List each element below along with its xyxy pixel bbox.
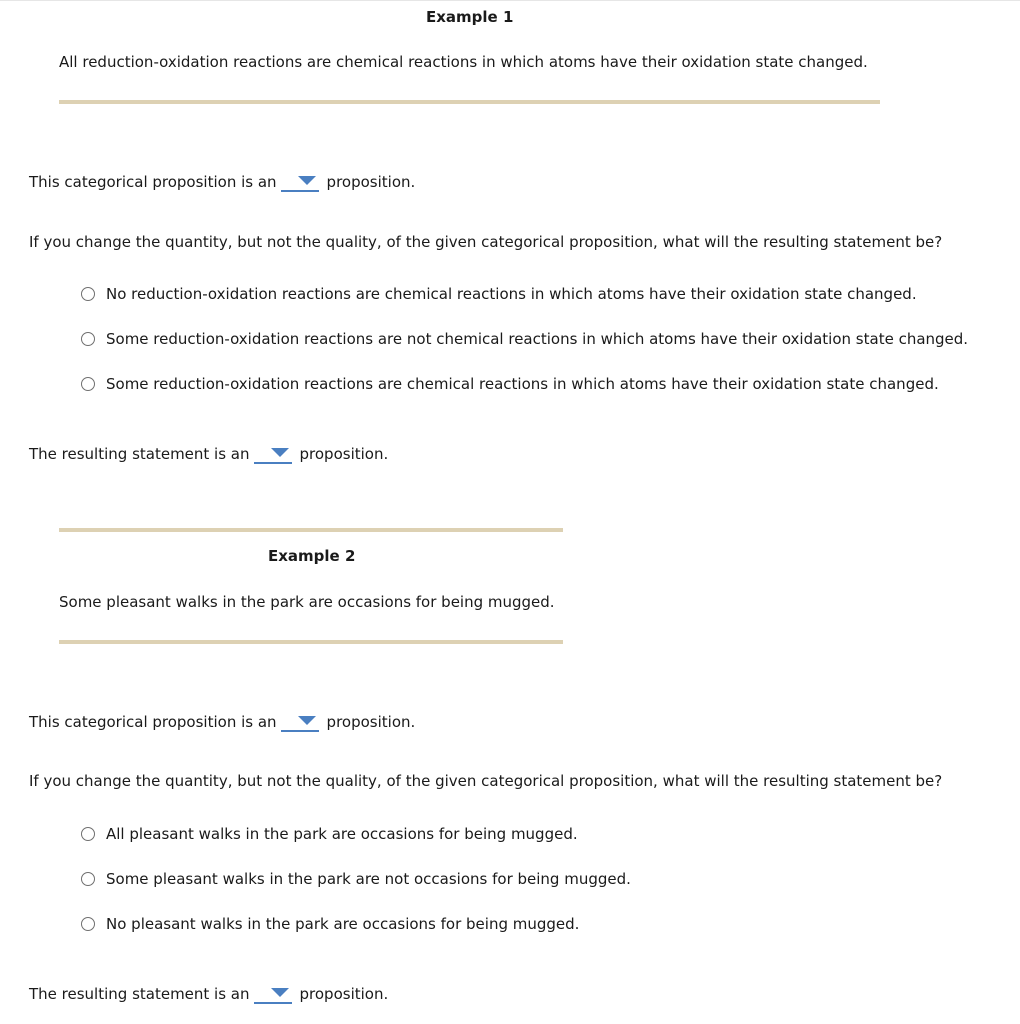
dropdown-arrow-icon (298, 176, 316, 185)
dropdown-arrow-icon (298, 716, 316, 725)
radio-button[interactable] (81, 332, 95, 346)
result-type-dropdown[interactable] (254, 984, 292, 1004)
dropdown-arrow-icon (271, 988, 289, 997)
question-suffix: proposition. (299, 985, 389, 1003)
question-suffix: proposition. (326, 713, 416, 731)
example-1-title: Example 1 (426, 8, 514, 26)
question-prefix: The resulting statement is an (29, 985, 250, 1003)
example-2-result-question (29, 984, 388, 1004)
radio-button[interactable] (81, 872, 95, 886)
example-1-result-question (29, 444, 388, 464)
question-prefix: This categorical proposition is an (29, 173, 277, 191)
option-label: Some pleasant walks in the park are not occasions for being mugged. (106, 870, 631, 888)
question-suffix: proposition. (299, 445, 389, 463)
example-1-type-question (29, 172, 415, 192)
example-1-divider (59, 100, 880, 104)
radio-button[interactable] (81, 377, 95, 391)
top-divider (0, 0, 1020, 1)
proposition-type-dropdown[interactable] (281, 712, 319, 732)
option-label: All pleasant walks in the park are occasions for being mugged. (106, 825, 578, 843)
example-1-option-1[interactable] (81, 285, 917, 303)
radio-button[interactable] (81, 287, 95, 301)
question-suffix: proposition. (326, 173, 416, 191)
example-2-type-question (29, 712, 415, 732)
question-prefix: The resulting statement is an (29, 445, 250, 463)
example-2-change-question: If you change the quantity, but not the quality, of the given categorical proposition, what will the resulting statement be? (29, 772, 943, 790)
example-2-option-2[interactable] (81, 870, 631, 888)
example-2-statement: Some pleasant walks in the park are occasions for being mugged. (59, 593, 555, 611)
option-label: No reduction-oxidation reactions are chemical reactions in which atoms have their oxidation state changed. (106, 285, 917, 303)
question-prefix: This categorical proposition is an (29, 713, 277, 731)
option-label: Some reduction-oxidation reactions are chemical reactions in which atoms have their oxidation state changed. (106, 375, 939, 393)
option-label: Some reduction-oxidation reactions are not chemical reactions in which atoms have their oxidation state changed. (106, 330, 969, 348)
example-1-change-question: If you change the quantity, but not the quality, of the given categorical proposition, what will the resulting statement be? (29, 233, 943, 251)
example-2-option-3[interactable] (81, 915, 579, 933)
example-2-top-divider (59, 528, 563, 532)
example-1-option-3[interactable] (81, 375, 939, 393)
proposition-type-dropdown[interactable] (281, 172, 319, 192)
example-1-statement: All reduction-oxidation reactions are chemical reactions in which atoms have their oxidation state changed. (59, 53, 868, 71)
example-2-option-1[interactable] (81, 825, 578, 843)
dropdown-arrow-icon (271, 448, 289, 457)
option-label: No pleasant walks in the park are occasions for being mugged. (106, 915, 580, 933)
example-1-option-2[interactable] (81, 330, 968, 348)
radio-button[interactable] (81, 827, 95, 841)
radio-button[interactable] (81, 917, 95, 931)
example-2-title: Example 2 (268, 547, 356, 565)
result-type-dropdown[interactable] (254, 444, 292, 464)
example-2-divider (59, 640, 563, 644)
